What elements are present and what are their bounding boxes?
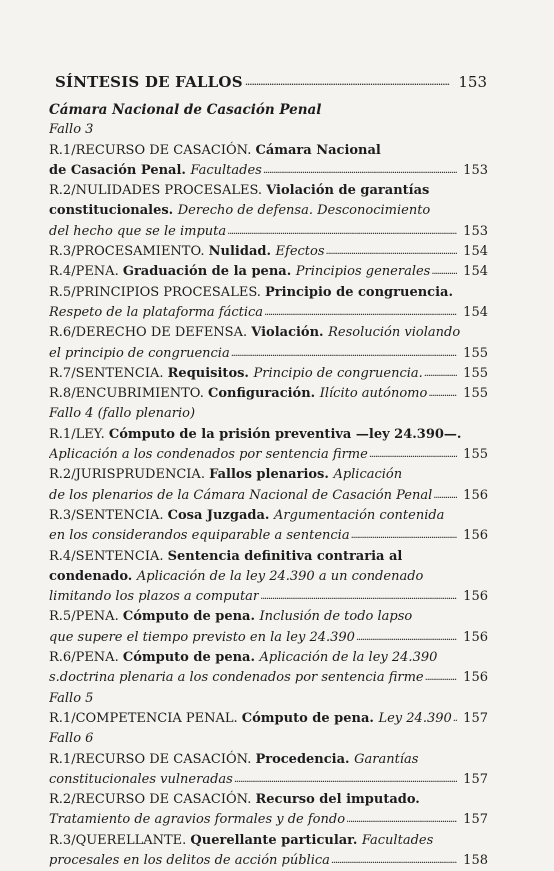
toc-line	[49, 262, 488, 282]
text-run: el principio de congruencia	[49, 345, 230, 361]
toc-line	[49, 506, 488, 526]
page-number: 156	[463, 629, 488, 645]
text-run: Inclusión de todo lapso	[259, 609, 413, 625]
dot-leader	[369, 445, 457, 465]
page-number: 156	[463, 528, 488, 544]
toc-line-text	[49, 790, 420, 810]
toc-line-text	[49, 729, 93, 749]
text-run: R.3/QUERELLANTE.	[49, 832, 191, 848]
text-run: Tratamiento de agravios formales y de fondo	[49, 812, 346, 828]
page-number: 155	[463, 386, 488, 402]
toc-line-text	[49, 689, 93, 709]
fallo-heading	[49, 729, 488, 749]
text-run: Requisitos.	[167, 365, 254, 381]
page-number: 154	[463, 264, 488, 280]
text-run: Procedencia.	[255, 751, 355, 767]
page-number: 155	[463, 345, 488, 361]
text-run: R.2/RECURSO DE CASACIÓN.	[49, 792, 256, 808]
text-run: R.3/PROCESAMIENTO.	[49, 244, 209, 260]
toc-line	[49, 851, 488, 871]
dot-leader	[425, 668, 457, 688]
text-run: Fallo 6	[49, 731, 94, 747]
page-number: 156	[463, 487, 488, 503]
court-heading	[49, 100, 488, 120]
section-page-number: 153	[458, 73, 487, 91]
toc-line	[49, 323, 488, 343]
text-run: Ley 24.390	[378, 710, 452, 726]
toc-entries	[49, 100, 488, 871]
text-run: R.4/PENA.	[49, 264, 123, 280]
toc-line-text	[49, 201, 430, 221]
toc-line-text	[49, 384, 427, 404]
text-run: Ilícito autónomo	[319, 386, 428, 402]
text-run: Fallo 5	[49, 690, 94, 706]
toc-line-text	[49, 100, 321, 120]
text-run: de Casación Penal.	[49, 162, 191, 178]
text-run: R.1/RECURSO DE CASACIÓN.	[49, 751, 256, 767]
text-run: R.8/ENCUBRIMIENTO.	[49, 386, 208, 402]
text-run: Principio de congruencia.	[265, 284, 453, 300]
toc-line-text	[49, 526, 350, 546]
text-run: R.7/SENTENCIA.	[49, 365, 168, 381]
dot-leader	[260, 587, 457, 607]
toc-line-text	[49, 364, 423, 384]
dot-leader	[263, 161, 457, 181]
text-run: R.6/DERECHO DE DEFENSA.	[49, 325, 252, 341]
toc-line	[49, 161, 488, 181]
text-run: R.6/PENA.	[49, 650, 123, 666]
page-number: 153	[463, 223, 488, 239]
dot-leader	[424, 364, 457, 384]
dot-leader	[351, 526, 457, 546]
text-run: Cómputo de pena.	[241, 710, 379, 726]
text-run: procesales en los delitos de acción pública	[49, 852, 330, 868]
toc-line	[49, 648, 488, 668]
toc-line	[49, 526, 488, 546]
toc-line	[49, 181, 488, 201]
text-run: Respeto de la plataforma fáctica	[49, 304, 264, 320]
toc-line	[49, 222, 488, 242]
toc-line	[49, 344, 488, 364]
dot-leader	[356, 628, 457, 648]
dot-leader	[264, 303, 457, 323]
dot-leader	[346, 810, 457, 830]
toc-line-text	[49, 628, 355, 648]
toc-line	[49, 709, 488, 729]
text-run: Principios generales	[295, 264, 431, 280]
text-run: Fallo 4 (fallo plenario)	[49, 406, 196, 422]
dot-leader	[433, 486, 457, 506]
toc-line-text	[49, 222, 226, 242]
text-run: R.5/PRINCIPIOS PROCESALES.	[49, 284, 266, 300]
dot-leader	[234, 770, 457, 790]
page-number: 155	[463, 447, 488, 463]
text-run: de los plenarios de la Cámara Nacional de Casación Penal	[49, 487, 433, 503]
toc-line	[49, 810, 488, 830]
toc-line-text	[49, 810, 345, 830]
dot-leader	[428, 384, 457, 404]
text-run: R.1/RECURSO DE CASACIÓN.	[49, 142, 256, 158]
toc-line-text	[49, 181, 429, 201]
toc-line	[49, 364, 488, 384]
toc-line-text	[49, 607, 412, 627]
dot-leader	[331, 851, 457, 871]
toc-line-text	[49, 344, 230, 364]
text-run: Argumentación contenida	[273, 507, 445, 523]
page-number: 157	[463, 771, 488, 787]
toc-line-text	[49, 486, 432, 506]
toc-line	[49, 465, 488, 485]
text-run: Facultades	[190, 162, 262, 178]
toc-line-text	[49, 587, 259, 607]
toc-line	[49, 770, 488, 790]
page-number: 154	[463, 244, 488, 260]
text-run: Cómputo de pena.	[122, 609, 260, 625]
toc-line-text	[49, 851, 330, 871]
section-heading	[55, 72, 487, 92]
toc-line-text	[49, 303, 263, 323]
toc-line	[49, 445, 488, 465]
text-run: Nulidad.	[208, 244, 276, 260]
text-run: Configuración.	[207, 386, 320, 402]
text-run: Efectos	[275, 244, 325, 260]
toc-line	[49, 486, 488, 506]
dot-leader	[245, 72, 451, 92]
text-run: Aplicación de la ley 24.390	[259, 650, 438, 666]
page-number: 155	[463, 365, 488, 381]
toc-line-text	[49, 404, 195, 424]
toc-line-text	[49, 506, 444, 526]
page-number: 156	[463, 589, 488, 605]
toc-line-text	[49, 465, 402, 485]
toc-line-text	[49, 567, 423, 587]
toc-line-text	[49, 547, 402, 567]
page-number: 156	[463, 670, 488, 686]
toc-line	[49, 831, 488, 851]
toc-line-text	[49, 425, 461, 445]
text-run: R.5/PENA.	[49, 609, 123, 625]
text-run: Principio de congruencia.	[253, 365, 423, 381]
text-run: condenado.	[49, 568, 137, 584]
toc-line	[49, 201, 488, 221]
dot-leader	[231, 344, 457, 364]
text-run: Aplicación a los condenados por sentencia firme	[49, 447, 368, 463]
text-run: Cómputo de la prisión preventiva —ley 24.390—.	[108, 426, 462, 442]
text-run: Violación.	[251, 325, 329, 341]
section-title: SÍNTESIS DE FALLOS	[55, 73, 243, 91]
toc-line-text	[49, 770, 233, 790]
toc-line	[49, 547, 488, 567]
text-run: Sentencia definitiva contraria al	[167, 548, 403, 564]
text-run: Facultades	[361, 832, 434, 848]
text-run: constitucionales.	[49, 203, 178, 219]
toc-line-text	[49, 668, 424, 688]
toc-line	[49, 303, 488, 323]
toc-line-text	[49, 262, 430, 282]
text-run: Aplicación	[333, 467, 403, 483]
text-run: Violación de garantías	[266, 183, 430, 199]
text-run: Garantías	[354, 751, 419, 767]
text-run: Fallo 3	[49, 122, 94, 138]
text-run: Aplicación de la ley 24.390 a un condenado	[136, 568, 424, 584]
toc-line-text	[49, 141, 381, 161]
text-run: Fallos plenarios.	[209, 467, 334, 483]
toc-line	[49, 790, 488, 810]
page-number: 157	[463, 710, 488, 726]
text-run: en los considerandos equiparable a sentencia	[49, 528, 350, 544]
text-run: Cómputo de pena.	[122, 650, 260, 666]
text-run: Cámara Nacional	[255, 142, 381, 158]
text-run: R.3/SENTENCIA.	[49, 507, 168, 523]
dot-leader	[431, 262, 457, 282]
text-run: que supere el tiempo previsto en la ley 24.390	[49, 629, 355, 645]
text-run: limitando los plazos a computar	[49, 589, 260, 605]
text-run: Graduación de la pena.	[122, 264, 296, 280]
toc-line-text	[49, 445, 368, 465]
toc-line	[49, 384, 488, 404]
text-run: s.doctrina plenaria a los condenados por sentencia firme	[49, 670, 424, 686]
toc-line	[49, 668, 488, 688]
fallo-heading	[49, 120, 488, 140]
toc-line	[49, 141, 488, 161]
toc-line	[49, 242, 488, 262]
toc-line-text	[49, 648, 437, 668]
toc-line-text	[49, 709, 452, 729]
toc-line	[49, 607, 488, 627]
page-number: 158	[463, 852, 488, 868]
text-run: Recurso del imputado.	[255, 792, 420, 808]
text-run: R.1/LEY.	[49, 426, 109, 442]
dot-leader	[453, 709, 457, 729]
dot-leader	[227, 222, 457, 242]
text-run: Derecho de defensa. Desconocimiento	[177, 203, 431, 219]
toc-line-text	[49, 323, 460, 343]
text-run: R.1/COMPETENCIA PENAL.	[49, 710, 242, 726]
toc-line-text	[49, 242, 325, 262]
text-run: constitucionales vulneradas	[49, 771, 233, 787]
page-number: 154	[463, 304, 488, 320]
toc-line	[49, 587, 488, 607]
text-run: Cosa Juzgada.	[167, 507, 274, 523]
toc-line	[49, 628, 488, 648]
text-run: Cámara Nacional de Casación Penal	[49, 102, 322, 118]
text-run: R.2/NULIDADES PROCESALES.	[49, 183, 267, 199]
text-run: del hecho que se le imputa	[49, 223, 227, 239]
fallo-heading	[49, 689, 488, 709]
toc-line	[49, 283, 488, 303]
toc-line-text	[49, 283, 453, 303]
toc-line	[49, 567, 488, 587]
fallo-heading	[49, 404, 488, 424]
text-run: Resolución violando	[328, 325, 461, 341]
page-number: 153	[463, 162, 488, 178]
toc-line-text	[49, 831, 433, 851]
toc-line-text	[49, 120, 93, 140]
toc-line	[49, 425, 488, 445]
toc-line-text	[49, 161, 262, 181]
dot-leader	[326, 242, 457, 262]
text-run: R.2/JURISPRUDENCIA.	[49, 467, 210, 483]
text-run: Querellante particular.	[190, 832, 362, 848]
page-number: 157	[463, 812, 488, 828]
text-run: R.4/SENTENCIA.	[49, 548, 168, 564]
